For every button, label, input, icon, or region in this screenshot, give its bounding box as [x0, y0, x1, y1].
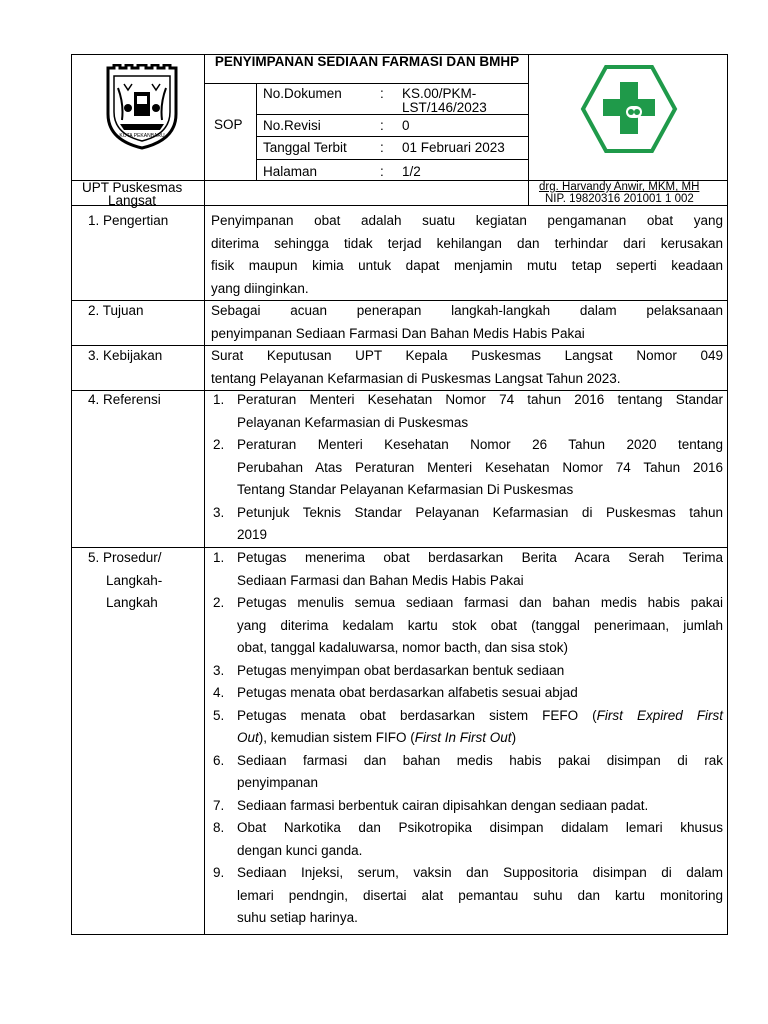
list-item — [211, 705, 723, 750]
field-label-no-revisi: No.Revisi — [263, 118, 321, 133]
field-label-tanggal-terbit: Tanggal Terbit — [263, 140, 347, 155]
text-line: obat, tanggal kadaluwarsa, nomor bacth, dan sisa stok) — [237, 640, 568, 655]
text-run: ), kemudian sistem FIFO ( — [258, 730, 415, 745]
sop-cell-divider — [256, 83, 257, 181]
section-text-tujuan — [211, 300, 723, 345]
list-item — [211, 434, 723, 502]
text-line: Surat Keputusan UPT Kepala Puskesmas Langsat Nomor 049 — [211, 348, 723, 363]
list-item — [211, 817, 723, 862]
list-number: 3. — [213, 662, 225, 678]
field-row-line-1 — [257, 114, 528, 115]
text-run-italic: First In First Out — [414, 730, 512, 745]
list-number: 3. — [213, 504, 225, 520]
list-item — [211, 389, 723, 434]
list-item — [211, 660, 723, 683]
text-line: penyimpanan Sediaan Farmasi Dan Bahan Medis Habis Pakai — [211, 325, 585, 341]
field-value-halaman: 1/2 — [402, 164, 421, 179]
text-line: Sediaan farmasi berbentuk cairan dipisahkan dengan sediaan padat. — [237, 797, 649, 813]
section-label-tujuan: 2. Tujuan — [88, 303, 144, 318]
field-value-no-revisi: 0 — [402, 118, 410, 133]
text-line: dengan kunci ganda. — [237, 842, 363, 858]
text-run-italic: Out — [237, 730, 259, 745]
list-number: 9. — [213, 865, 225, 880]
text-line — [237, 705, 723, 728]
text-line: Sediaan Injeksi, serum, vaksin dan Suppositoria disimpan di dalam — [237, 865, 723, 880]
text-run: ) — [511, 730, 517, 745]
text-line: Tentang Standar Pelayanan Kefarmasian Di Puskesmas — [237, 482, 574, 497]
list-number: 2. — [213, 437, 225, 452]
list-item — [211, 862, 723, 930]
field-row-line-2 — [257, 136, 528, 137]
sop-label: SOP — [214, 117, 243, 132]
text-line: Peraturan Menteri Kesehatan Nomor 26 Tahun 2020 tentang — [237, 437, 723, 452]
field-colon-no-revisi: : — [380, 118, 384, 133]
field-value-no-dokumen-line1: KS.00/PKM- — [402, 86, 477, 101]
text-line: Petunjuk Teknis Standar Pelayanan Kefarmasian di Puskesmas tahun — [237, 504, 723, 520]
text-line: suhu setiap harinya. — [237, 910, 358, 925]
text-line: Sediaan farmasi dan bahan medis habis pakai disimpan di rak — [237, 752, 723, 768]
field-colon-halaman: : — [380, 164, 384, 179]
section-text-kebijakan — [211, 345, 723, 390]
section-label-kebijakan: 3. Kebijakan — [88, 348, 163, 363]
section-label-referensi: 4. Referensi — [88, 392, 161, 407]
list-item — [211, 750, 723, 795]
list-number: 6. — [213, 752, 225, 768]
section-text-pengertian — [211, 210, 723, 300]
column-divider — [204, 54, 205, 935]
text-line: diterima sehingga tidak terjad kehilangan dan terhindar dari kerusakan — [211, 235, 723, 251]
label-line: 5. Prosedur/ — [88, 550, 162, 565]
section-label-pengertian: 1. Pengertian — [88, 213, 169, 228]
text-line: Penyimpanan obat adalah suatu kegiatan pengamanan obat yang — [211, 213, 723, 228]
field-value-no-dokumen-line2: LST/146/2023 — [402, 100, 487, 115]
text-line: yang diinginkan. — [211, 280, 309, 296]
row-line-unit — [72, 205, 728, 206]
list-item — [211, 502, 723, 547]
text-line: yang diterima kedalam kartu stok obat (tanggal penerimaan, jumlah — [237, 617, 723, 633]
text-run-italic: First Expired First — [596, 707, 724, 723]
unit-name-line2: Langsat — [108, 193, 157, 208]
field-row-line-3 — [257, 159, 528, 160]
text-line: 2019 — [237, 527, 268, 542]
prosedur-list — [211, 547, 723, 930]
table-border-right — [727, 54, 728, 935]
list-number: 1. — [213, 550, 225, 565]
list-item — [211, 547, 723, 592]
text-line: Petugas menyimpan obat berdasarkan bentuk sediaan — [237, 662, 565, 678]
header-divider-right — [528, 54, 529, 205]
table-border-bottom — [71, 934, 728, 935]
text-line: Sediaan Farmasi dan Bahan Medis Habis Pakai — [237, 572, 524, 588]
text-line: tentang Pelayanan Kefarmasian di Puskesmas Langsat Tahun 2023. — [211, 370, 621, 386]
field-label-halaman: Halaman — [263, 164, 318, 179]
title-bottom-line — [205, 83, 528, 84]
text-line: Obat Narkotika dan Psikotropika disimpan didalam lemari khusus — [237, 820, 723, 835]
label-line: Langkah- — [106, 572, 163, 588]
text-line: Petugas menulis semua sediaan farmasi dan bahan medis habis pakai — [237, 595, 723, 610]
city-crest-logo — [104, 64, 180, 150]
label-line: Langkah — [106, 595, 158, 610]
list-item — [211, 682, 723, 705]
text-line: Petugas menata obat berdasarkan alfabetis sesuai abjad — [237, 685, 578, 700]
list-number: 7. — [213, 797, 225, 813]
list-number: 5. — [213, 707, 225, 723]
signer-nip: NIP. 19820316 201001 1 002 — [545, 193, 694, 205]
text-line: Perubahan Atas Peraturan Menteri Kesehatan Nomor 74 Tahun 2016 — [237, 459, 723, 475]
text-line: penyimpanan — [237, 775, 319, 790]
field-colon-tanggal-terbit: : — [380, 140, 384, 155]
text-line: lemari pendngin, disertai alat pemantau suhu dan kartu monitoring — [237, 887, 723, 903]
list-number: 4. — [213, 685, 225, 700]
list-number: 1. — [213, 392, 225, 407]
list-number: 8. — [213, 820, 225, 835]
text-line: Peraturan Menteri Kesehatan Nomor 74 tahun 2016 tentang Standar — [237, 392, 723, 407]
unit-name-line1: UPT Puskesmas — [82, 180, 183, 195]
text-line: fisik maupun kimia untuk dapat menjamin mutu tetap seperti keadaan — [211, 258, 723, 273]
field-colon-no-dokumen: : — [380, 86, 384, 101]
referensi-list — [211, 389, 723, 547]
text-line — [237, 727, 723, 750]
signer-name: drg. Harvandy Anwir, MKM, MH — [539, 181, 700, 193]
field-value-tanggal-terbit: 01 Februari 2023 — [402, 140, 505, 155]
text-line: Petugas menerima obat berdasarkan Berita Acara Serah Terima — [237, 550, 723, 565]
list-item — [211, 795, 723, 818]
list-item — [211, 592, 723, 660]
section-label-prosedur — [88, 547, 162, 615]
text-line: Sebagai acuan penerapan langkah-langkah dalam pelaksanaan — [211, 303, 723, 318]
list-number: 2. — [213, 595, 225, 610]
field-label-no-dokumen: No.Dokumen — [263, 86, 342, 101]
health-cross-logo — [580, 64, 678, 154]
text-run: Petugas menata obat berdasarkan sistem FEFO ( — [237, 707, 597, 723]
text-line: Pelayanan Kefarmasian di Puskesmas — [237, 414, 469, 430]
document-title: PENYIMPANAN SEDIAAN FARMASI DAN BMHP — [214, 54, 520, 69]
crest-ribbon-text: KOTA PEKANBARU — [119, 133, 165, 139]
table-border-left — [71, 54, 72, 935]
